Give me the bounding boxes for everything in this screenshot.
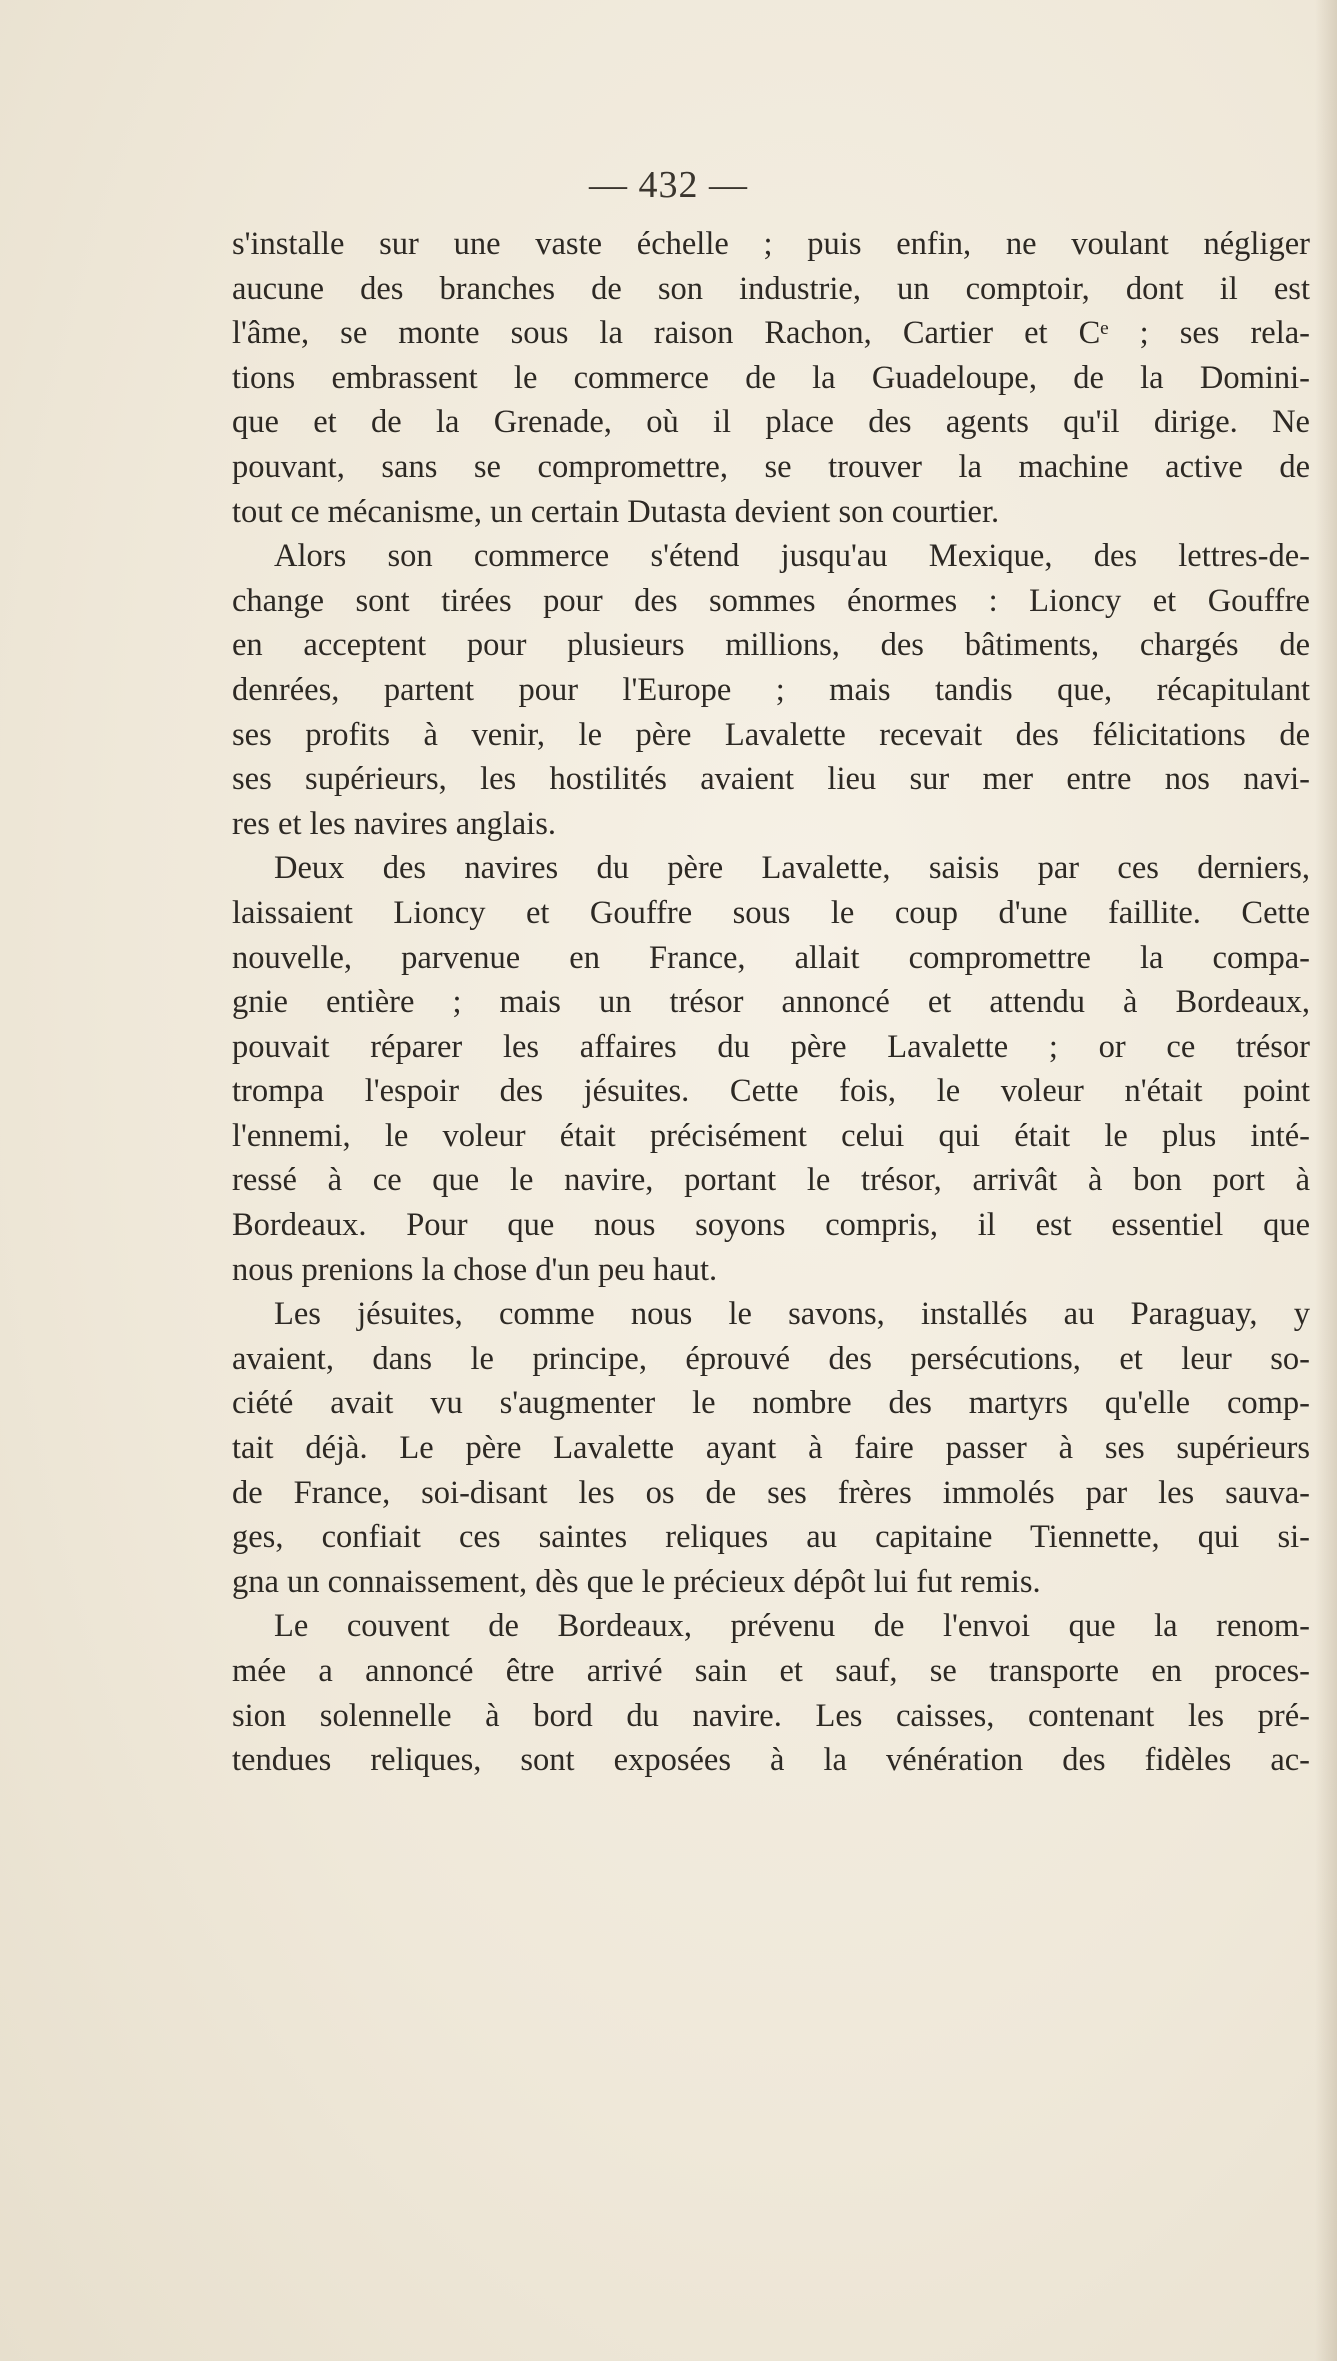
text-line: pouvant, sans se compromettre, se trouver la machine active de — [232, 448, 1310, 485]
text-line: gna un connaissement, dès que le précieux dépôt lui fut remis. — [232, 1563, 1041, 1600]
paragraph — [232, 1604, 1310, 1782]
text-line: pouvait réparer les affaires du père Lavalette ; or ce trésor — [232, 1028, 1310, 1065]
text-line: en acceptent pour plusieurs millions, des bâtiments, chargés de — [232, 627, 1310, 664]
text-line: Bordeaux. Pour que nous soyons compris, il est essentiel que — [232, 1207, 1310, 1244]
text-line: ciété avait vu s'augmenter le nombre des martyrs qu'elle comp- — [232, 1385, 1310, 1422]
text-line: Alors son commerce s'étend jusqu'au Mexique, des lettres-de- — [274, 538, 1310, 575]
body-text — [232, 222, 1310, 1783]
text-line: laissaient Lioncy et Gouffre sous le coup d'une faillite. Cette — [232, 894, 1310, 931]
paragraph — [232, 534, 1310, 846]
text-line: ses supérieurs, les hostilités avaient lieu sur mer entre nos navi- — [232, 761, 1310, 798]
text-line: de France, soi-disant les os de ses frères immolés par les sauva- — [232, 1474, 1310, 1511]
text-line: Le couvent de Bordeaux, prévenu de l'envoi que la renom- — [274, 1608, 1310, 1645]
text-line: change sont tirées pour des sommes énormes : Lioncy et Gouffre — [232, 582, 1310, 619]
text-line: avaient, dans le principe, éprouvé des persécutions, et leur so- — [232, 1340, 1310, 1377]
text-line: aucune des branches de son industrie, un comptoir, dont il est — [232, 270, 1310, 307]
text-line: l'âme, se monte sous la raison Rachon, Cartier et Cᵉ ; ses rela- — [232, 315, 1310, 352]
text-line: gnie entière ; mais un trésor annoncé et attendu à Bordeaux, — [232, 984, 1310, 1021]
text-line: ses profits à venir, le père Lavalette recevait des félicitations de — [232, 716, 1310, 753]
text-line: tait déjà. Le père Lavalette ayant à faire passer à ses supérieurs — [232, 1430, 1310, 1467]
text-line: Deux des navires du père Lavalette, saisis par ces derniers, — [274, 850, 1310, 887]
text-line: res et les navires anglais. — [232, 805, 556, 842]
page-spine-shadow — [1315, 0, 1337, 2361]
text-line: que et de la Grenade, où il place des agents qu'il dirige. Ne — [232, 404, 1310, 441]
text-line: ressé à ce que le navire, portant le trésor, arrivât à bon port à — [232, 1162, 1310, 1199]
text-line: sion solennelle à bord du navire. Les caisses, contenant les pré- — [232, 1697, 1310, 1734]
text-line: mée a annoncé être arrivé sain et sauf, se transporte en proces- — [232, 1653, 1310, 1689]
text-line: s'installe sur une vaste échelle ; puis enfin, ne voulant négliger — [232, 226, 1310, 262]
paragraph — [232, 222, 1310, 534]
text-line: tendues reliques, sont exposées à la vénération des fidèles ac- — [232, 1742, 1310, 1779]
text-line: denrées, partent pour l'Europe ; mais tandis que, récapitulant — [232, 671, 1310, 708]
text-line: tout ce mécanisme, un certain Dutasta devient son courtier. — [232, 493, 1000, 530]
text-line: ges, confiait ces saintes reliques au capitaine Tiennette, qui si- — [232, 1519, 1310, 1556]
text-line: tions embrassent le commerce de la Guadeloupe, de la Domini- — [232, 359, 1310, 396]
text-line: l'ennemi, le voleur était précisément celui qui était le plus inté- — [232, 1117, 1310, 1154]
page-number: — 432 — — [589, 164, 748, 206]
text-line: nous prenions la chose d'un peu haut. — [232, 1251, 718, 1288]
text-line: Les jésuites, comme nous le savons, installés au Paraguay, y — [274, 1296, 1310, 1333]
paragraph — [232, 1292, 1310, 1604]
text-line: nouvelle, parvenue en France, allait compromettre la compa- — [232, 939, 1310, 976]
text-line: trompa l'espoir des jésuites. Cette fois, le voleur n'était point — [232, 1073, 1310, 1110]
paragraph — [232, 846, 1310, 1292]
